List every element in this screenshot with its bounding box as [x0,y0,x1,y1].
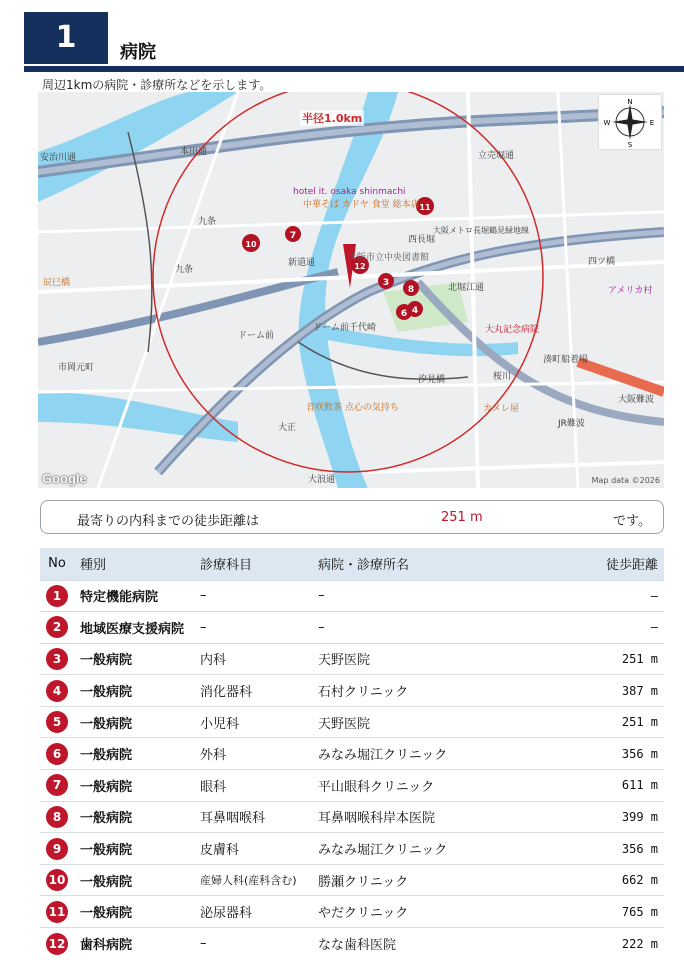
row-number-cell [40,801,74,833]
row-number-cell [40,896,74,928]
table-row [40,801,664,833]
table-row [40,675,664,707]
map-copyright: Map data ©2026 [591,476,660,485]
table-row [40,706,664,738]
row-type: 特定機能病院 [74,580,194,612]
row-distance: 222 m [596,928,664,960]
compass [598,94,662,150]
row-distance: 611 m [596,770,664,802]
row-name: – [312,580,596,612]
row-name: 耳鼻咽喉科岸本医院 [312,801,596,833]
compass-w: W [603,119,611,127]
row-number-badge: 2 [46,616,68,638]
row-distance: 399 m [596,801,664,833]
header-name: 病院・診療所名 [312,548,596,580]
row-name: 天野医院 [312,643,596,675]
row-dept: – [194,580,312,612]
row-number-cell [40,706,74,738]
label-kitahorie: 北堀江通 [448,283,485,293]
header-dept: 診療科目 [194,548,312,580]
label-sanmon: 市岡元町 [58,363,95,373]
nearest-suffix: です。 [613,514,651,529]
label-honda: 本田通 [180,147,208,157]
row-dept: 消化器科 [194,675,312,707]
row-type: 一般病院 [74,643,194,675]
row-dept: 小児科 [194,706,312,738]
row-distance: 662 m [596,864,664,896]
section-title: 病院 [120,42,156,63]
compass-rose-icon [599,95,661,149]
row-number-cell [40,928,74,960]
row-name: みなみ堀江クリニック [312,738,596,770]
label-nishinagahori: 西長堀 [408,235,436,245]
row-name: 勝瀬クリニック [312,864,596,896]
compass-e: E [649,119,655,127]
row-type: 地域医療支援病院 [74,612,194,644]
label-dome: ドーム前千代崎 [313,323,377,333]
row-distance: 356 m [596,738,664,770]
map-canvas [38,92,664,488]
row-type: 一般病院 [74,833,194,865]
label-sakuragawa: 桜川 [493,372,512,382]
row-name: 平山眼科クリニック [312,770,596,802]
marker-8 [403,280,419,296]
google-logo[interactable]: Google [42,471,87,486]
svg-text:3: 3 [382,278,390,288]
label-osaka-namba: 大阪難波 [618,395,655,405]
hospital-map[interactable] [38,92,664,488]
label-osaka-dome-station: ドーム前 [238,331,275,341]
marker-3 [378,273,394,289]
label-daimaru: 大丸記念病院 [485,325,540,335]
row-number-badge: 12 [46,933,68,955]
label-kujo: 九条 [198,217,217,227]
label-library: 大阪市立中央図書館 [348,253,430,263]
row-type: 一般病院 [74,706,194,738]
svg-text:11: 11 [419,203,431,212]
row-type: 一般病院 [74,896,194,928]
label-nishi-nagahori-line: 大阪メトロ長堀鶴見緑地線 [433,226,529,235]
label-minato: 湊町船着場 [543,355,589,365]
marker-10 [242,234,260,252]
svg-text:4: 4 [411,306,419,316]
section-number: 1 [24,12,108,64]
radius-label: 半径1.0km [302,112,363,125]
label-hotel: hotel it. osaka shinmachi [293,187,406,197]
label-america: アメリカ村 [608,286,653,296]
label-ryokan: 昔咲飲茶 点心の気持ち [306,403,399,413]
label-kamaboko: カメレ屋 [483,404,520,414]
header-type: 種別 [74,548,194,580]
row-dept: 内科 [194,643,312,675]
hospital-table [40,548,664,959]
table-row [40,612,664,644]
row-name: なな歯科医院 [312,928,596,960]
row-distance: 387 m [596,675,664,707]
label-tatsumi: 辰巳橋 [43,278,71,288]
label-taisho: 大正 [278,423,297,433]
row-distance: – [596,612,664,644]
intro-text: 周辺1kmの病院・診療所などを示します。 [42,78,272,92]
table-row [40,928,664,960]
row-number-badge: 4 [46,680,68,702]
row-distance: 251 m [596,706,664,738]
row-type: 一般病院 [74,801,194,833]
table-header-row [40,548,664,580]
row-distance: – [596,580,664,612]
svg-text:8: 8 [407,285,415,295]
row-number-cell [40,864,74,896]
row-name: みなみ堀江クリニック [312,833,596,865]
row-name: 石村クリニック [312,675,596,707]
row-number-badge: 7 [46,774,68,796]
row-type: 一般病院 [74,864,194,896]
row-number-cell [40,612,74,644]
compass-n: N [627,98,633,106]
label-restaurant: 中華そば カドヤ 食堂 総本店 [303,200,420,210]
row-number-badge: 5 [46,711,68,733]
compass-s: S [627,141,633,149]
label-yotsubashi: 四ツ橋 [588,257,616,267]
row-number-cell [40,643,74,675]
row-number-badge: 8 [46,806,68,828]
row-type: 一般病院 [74,675,194,707]
label-tachibana: 立売堀通 [478,151,515,161]
row-name: やだクリニック [312,896,596,928]
row-number-badge: 3 [46,648,68,670]
row-number-cell [40,580,74,612]
label-ajigawa: 安治川通 [40,153,77,163]
label-shinmichi: 新道通 [288,258,316,268]
label-okuhira: 大浪通 [308,475,336,485]
nearest-distance-box [40,500,664,534]
row-distance: 251 m [596,643,664,675]
table-row [40,833,664,865]
row-distance: 356 m [596,833,664,865]
table-row [40,770,664,802]
row-distance: 765 m [596,896,664,928]
row-number-cell [40,833,74,865]
svg-text:6: 6 [400,309,408,319]
label-jr-namba: JR難波 [558,419,585,429]
svg-text:7: 7 [289,231,297,241]
label-shiohashi: 汐見橋 [418,375,446,385]
label-kujo-east: 九条 [175,265,194,275]
row-dept: 外科 [194,738,312,770]
row-name: – [312,612,596,644]
row-dept: – [194,612,312,644]
row-number-badge: 11 [46,901,68,923]
header-dist: 徒歩距離 [596,548,664,580]
svg-text:12: 12 [354,262,366,271]
table-row [40,738,664,770]
row-name: 天野医院 [312,706,596,738]
row-number-cell [40,738,74,770]
table-row [40,896,664,928]
row-dept: – [194,928,312,960]
row-number-cell [40,770,74,802]
svg-text:10: 10 [245,240,257,249]
table-row [40,864,664,896]
row-number-badge: 10 [46,869,68,891]
row-type: 歯科病院 [74,928,194,960]
row-type: 一般病院 [74,770,194,802]
row-dept: 眼科 [194,770,312,802]
marker-7 [285,226,301,242]
nearest-value: 251 m [441,510,483,525]
marker-6 [396,304,412,320]
nearest-label: 最寄りの内科までの徒歩距離は [77,514,260,529]
row-type: 一般病院 [74,738,194,770]
table-row [40,580,664,612]
header-divider [24,66,684,72]
row-dept: 産婦人科(産科含む) [194,864,312,896]
row-dept: 耳鼻咽喉科 [194,801,312,833]
row-number-badge: 1 [46,585,68,607]
header-no: No [40,548,74,580]
row-dept: 皮膚科 [194,833,312,865]
row-number-badge: 9 [46,838,68,860]
row-dept: 泌尿器科 [194,896,312,928]
row-number-badge: 6 [46,743,68,765]
row-number-cell [40,675,74,707]
table-row [40,643,664,675]
